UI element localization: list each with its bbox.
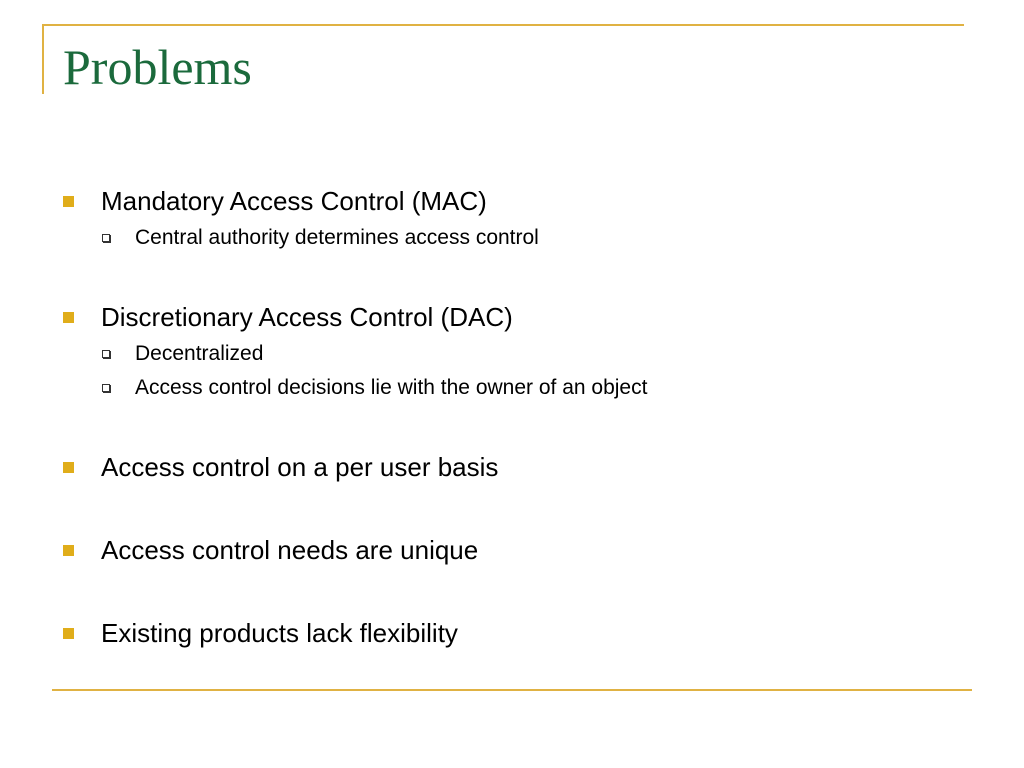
bullet-item <box>63 186 487 216</box>
sub-bullet-item <box>102 342 263 366</box>
bullet-text: Access control on a per user basis <box>101 452 499 482</box>
hollow-square-bullet-icon <box>102 384 110 392</box>
hollow-square-bullet-icon <box>102 234 110 242</box>
bottom-border-line <box>52 689 972 691</box>
square-bullet-icon <box>63 545 74 556</box>
sub-bullet-text: Central authority determines access control <box>135 226 539 249</box>
bullet-text: Mandatory Access Control (MAC) <box>101 186 487 216</box>
slide-title: Problems <box>63 39 252 95</box>
hollow-square-bullet-icon <box>102 350 110 358</box>
square-bullet-icon <box>63 196 74 207</box>
sub-bullet-item <box>102 226 539 250</box>
bullet-item <box>63 535 478 565</box>
bullet-text: Access control needs are unique <box>101 535 479 565</box>
square-bullet-icon <box>63 462 74 473</box>
bullet-text: Discretionary Access Control (DAC) <box>101 302 513 332</box>
left-border-line <box>42 24 44 94</box>
square-bullet-icon <box>63 312 74 323</box>
sub-bullet-item <box>102 376 647 400</box>
sub-bullet-text: Decentralized <box>135 342 264 365</box>
bullet-item <box>63 452 498 482</box>
square-bullet-icon <box>63 628 74 639</box>
bullet-item <box>63 618 458 648</box>
bullet-text: Existing products lack flexibility <box>101 618 458 648</box>
sub-bullet-text: Access control decisions lie with the owner of an object <box>135 376 648 399</box>
bullet-item <box>63 302 513 332</box>
top-border-line <box>44 24 964 26</box>
